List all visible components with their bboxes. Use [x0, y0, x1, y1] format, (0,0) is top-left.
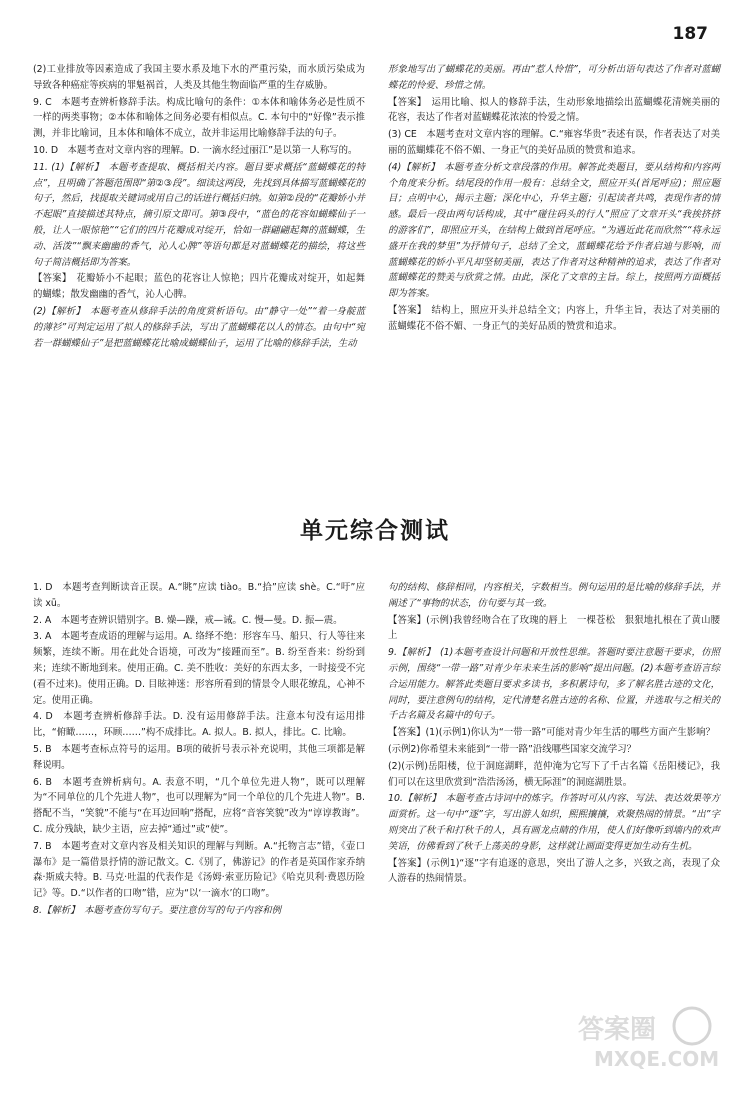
paragraph: 10. D 本题考查对文章内容的理解。D. 一滴水经过丽江”是以第一人称写的。	[33, 144, 358, 156]
bottom-right-column	[388, 580, 720, 888]
paragraph: 5. B 本题考查标点符号的运用。B项的破折号表示补充说明，其他三项都是解释说明。	[33, 743, 365, 771]
paragraph: 7. B 本题考查对文章内容及相关知识的理解与判断。A.“托物言志”错，《壶口瀑布》是一篇借景抒情的游记散文。C.《别了，佛游记》的作者是英国作家乔纳森·斯威夫特。B. 马克·吐温的代表作是《汤姆·索亚历险记》《哈克贝利·费恩历险记》等。D.“以作者的口吻”错，应为“以‘一滴水’的口吻”。	[33, 840, 365, 900]
top-right-column	[388, 62, 720, 336]
top-left-column	[33, 62, 365, 352]
paragraph: 形象地写出了蝴蝶花的美丽。再由“惹人怜惜”，可分析出语句表达了作者对蓝蝴蝶花的怜爱、珍惜之情。	[388, 64, 720, 91]
paragraph: (2)【解析】 本题考查从修辞手法的角度赏析语句。由“静守一处”“着一身靛蓝的薄衫”可判定运用了拟人的修辞手法，写出了蓝蝴蝶花以人的情态。由句中“宛若一群蝴蝶仙子”是把蓝蝴蝶花比喻成蝴蝶仙子，运用了比喻的修辞手法，生动	[33, 305, 365, 349]
paragraph: 9. C 本题考查辨析修辞手法。构成比喻句的条件：①本体和喻体务必是性质不一样的两类事物；②本体和喻体之间务必要有相似点。C. 本句中的“好像”表示推测，并非比喻词，且本体和喻体不成立，故并非运用比喻修辞手法的句子。	[33, 96, 365, 140]
paragraph: 【答案】 花瓣娇小不起眼；蓝色的花容让人惊艳；四片花瓣成对绽开，如起舞的蝴蝶；散发幽幽的香气，沁人心脾。	[33, 273, 365, 301]
paragraph: 【答案】 结构上，照应开头并总结全文；内容上，升华主旨，表达了对美丽的蓝蝴蝶花不俗不媚、一身正气的美好品质的赞赏和追求。	[388, 304, 720, 332]
paragraph: 10.【解析】 本题考查古诗词中的炼字。作答时可从内容、写法、表达效果等方面赏析。这一句中“逐”字，写出游人如织，熙熙攘攘，欢聚热闹的情景。“出”字则突出了秋千和打秋千的人，具有画龙点睛的作用，使人们好像听到墙内的欢声笑语，仿佛看到了秋千上荡美的身影，这样就让画面变得更加生动有生机。	[388, 793, 720, 852]
paragraph: (3) CE 本题考查对文章内容的理解。C.“雍容华贵”表述有误，作者表达了对美丽的蓝蝴蝶花不俗不媚、一身正气的美好品质的赞赏和追求。	[388, 129, 720, 156]
paragraph: 【答案】(示例)我曾经吻合在了玫瑰的唇上 一棵苍松 狠狠地扎根在了黄山腰上	[388, 614, 720, 642]
paragraph: (2)工业排放等因素造成了我国主要水系及地下水的严重污染，而水质污染成为导致各种癌症等疾病的罪魁祸首，人类及其他生物面临严重的生存威胁。	[33, 64, 365, 91]
paragraph: 句的结构、修辞相同，内容相关，字数相当。例句运用的是比喻的修辞手法，并阐述了“事物的状态，仿句要与其一致。	[388, 582, 720, 609]
paragraph: 1. D 本题考查判断读音正误。A.“眺”应读 tiào。B.“拾”应读 shè。C.“吁”应读 xū。	[33, 582, 365, 609]
paragraph: (4)【解析】 本题考查分析文章段落的作用。解答此类题目，要从结构和内容两个角度来分析。结尾段的作用一般有：总结全文，照应开头(首尾呼应)；照应题目；点明中心，揭示主题；深化中心，升华主题；引起读者共鸣，表现作者的情感。最后一段由两句话构成，其中“碰往码头的行人”照应了文章开头“我挨挤挤的游客们”，即照应开头，在结构上做到首尾呼应。“为遇近此花而欣然”“将永远盛开在我的梦里”为抒情句子，总结了全文，蓝蝴蝶花给予作者启迪与影响，而蓝蝴蝶花的娇小平凡却坚韧美丽，表达了作者对这种精神的追求，表达了作者对蓝蝴蝶花的赞美与欣赏之情。由此，深化了文章的主旨。综上，按照两方面概括即为答案。	[388, 161, 720, 300]
paragraph: 【答案】 运用比喻、拟人的修辞手法，生动形象地描绘出蓝蝴蝶花清婉美丽的花容，表达了作者对蓝蝴蝶花浓浓的怜爱之情。	[388, 96, 720, 124]
svg-text:MXQE.COM: MXQE.COM	[594, 1047, 720, 1071]
paragraph: 11. (1)【解析】 本题考查提取、概括相关内容。题目要求概括“蓝蝴蝶花的特点”，且明确了答题范围即“第②③段”。细读这两段，先找到具体描写蓝蝴蝶花的句子，然后，找提取关键词或用自己的话进行概括归纳。如第②段的“花瓣娇小并不起眼”直接描述其特点，摘引原文即可。第③段中，“蓝色的花容如蝴蝶仙子一般，让人一眼惊艳”“它们的四片花瓣成对绽开，恰如一群翩翩起舞的蓝蝴蝶，生动、活泼”“飘来幽幽的香气，沁人心脾”等语句都是对蓝蝴蝶花的描绘，将这些句子简洁概括即为答案。	[33, 161, 366, 268]
section-title: 单元综合测试	[300, 518, 450, 544]
bottom-left-column	[33, 580, 365, 920]
paragraph: 9.【解析】 (1)本题考查设计问题和开放性思维。答题时要注意题干要求，仿照示例，围绕“一带一路”对青少年未来生活的影响”提出问题。(2)本题考查语言综合运用能力。解答此类题目要求多读书，多积累诗句，多了解名胜古迹的文化，同时，要注意例句的结构，定代清楚名胜古迹的名称、位置，并选取与之相关的千古名篇及名篇中的句子。	[388, 647, 720, 722]
paragraph: (2)(示例)岳阳楼，位于洞庭湖畔，范仲淹为它写下了千古名篇《岳阳楼记》，我们可以在这里欣赏到“浩浩汤汤，横无际涯”的洞庭湖胜景。	[388, 760, 720, 788]
svg-text:答案圈: 答案圈	[578, 1015, 657, 1045]
paragraph: 8.【解析】 本题考查仿写句子。要注意仿写的句子内容和例	[33, 904, 282, 916]
paragraph: 3. A 本题考查成语的理解与运用。A. 络绎不绝：形容车马、船只、行人等往来频繁，连续不断。用在此处合语境，可改为“接踵而至”。B. 纷至沓来：纷纷到来；连续不断地到来。使用正确。C. 美不胜收：美好的东西太多，一时接受不完(看不过来)。使用正确。D. 目眩神迷：形容所看到的情景令人眼花缭乱，心神不定。使用正确。	[33, 631, 365, 706]
watermark-logo	[574, 1004, 724, 1074]
paragraph: 【答案】(示例1)“逐”字有追逐的意思，突出了游人之多，兴致之高，表现了众人游春的热闹情景。	[388, 857, 720, 885]
paragraph: 【答案】(1)(示例1)你认为“一带一路”可能对青少年生活的哪些方面产生影响？	[388, 727, 715, 739]
paragraph: 6. B 本题考查辨析病句。A. 表意不明，“几个单位先进人物”，既可以理解为“不同单位的几个先进人物”，也可以理解为“同一个单位的几个先进人物”。B. 搭配不当，“笑貌”不能与“在耳边回响”搭配，应将“音容笑貌”改为“谆谆教诲”。C. 成分残缺，缺少主语，应去掉“通过”或“使”。	[33, 776, 365, 835]
paragraph: 4. D 本题考查辨析修辞手法。D. 没有运用修辞手法。注意本句没有运用排比，“俯瞰……，环顾……”构不成排比。A. 拟人。B. 拟人，排比。C. 比喻。	[33, 711, 365, 739]
paragraph: 2. A 本题考查辨识错别字。B. 燥—躁，戒—诫。C. 慢—曼。D. 振—震。	[33, 614, 343, 626]
page-number: 187	[672, 24, 708, 44]
paragraph: (示例2)你希望未来能到“一带一路”沿线哪些国家交流学习？	[388, 743, 636, 755]
